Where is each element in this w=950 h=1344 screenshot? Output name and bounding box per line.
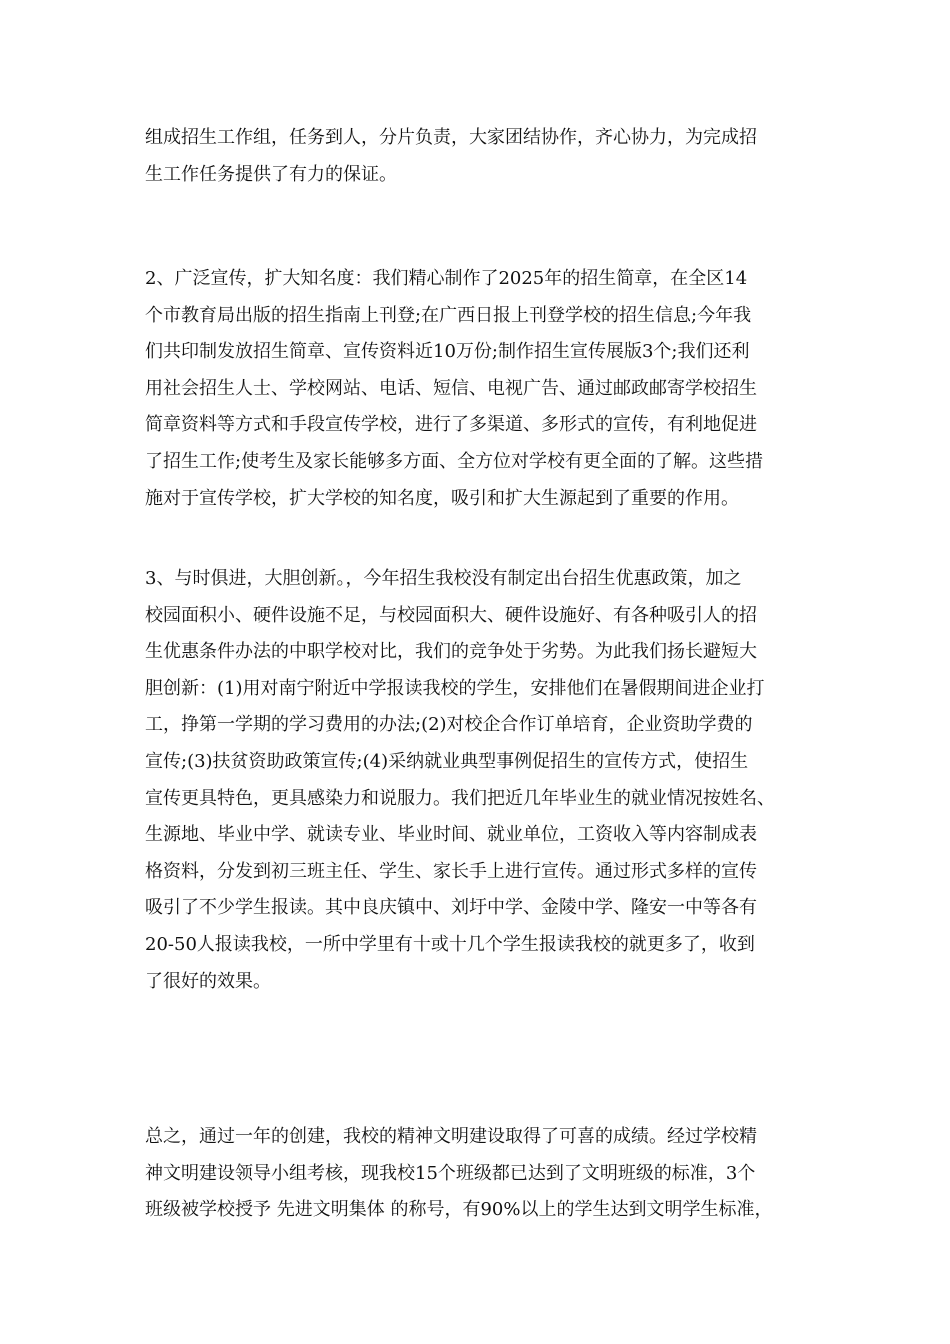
text-line: 了很好的效果。 <box>145 970 271 992</box>
text-line: 格资料，分发到初三班主任、学生、家长手上进行宣传。通过形式多样的宣传 <box>145 860 757 882</box>
text-line: 3、与时俱进，大胆创新。，今年招生我校没有制定出台招生优惠政策，加之 <box>145 568 742 589</box>
text-line: 总之，通过一年的创建，我校的精神文明建设取得了可喜的成绩。经过学校精 <box>145 1126 757 1147</box>
text-line: 个市教育局出版的招生指南上刊登;在广西日报上刊登学校的招生信息;今年我 <box>145 304 752 326</box>
text-line: 宣传更具特色，更具感染力和说服力。我们把近几年毕业生的就业情况按姓名、 <box>145 787 775 809</box>
text-line: 生优惠条件办法的中职学校对比，我们的竞争处于劣势。为此我们扬长避短大 <box>145 641 757 663</box>
paragraph-summary <box>145 1119 815 1229</box>
text-line: 工，挣第一学期的学习费用的办法;(2)对校企合作订单培育，企业资助学费的 <box>145 714 753 736</box>
paragraph-recruitment-team <box>145 120 815 193</box>
text-line: 了招生工作;使考生及家长能够多方面、全方位对学校有更全面的了解。这些措 <box>145 450 764 472</box>
paragraph-innovation <box>145 561 815 1000</box>
text-line: 简章资料等方式和手段宣传学校，进行了多渠道、多形式的宣传，有利地促进 <box>145 414 757 436</box>
text-line: 班级被学校授予 先进文明集体 的称号，有90%以上的学生达到文明学生标准， <box>145 1199 773 1221</box>
text-line: 吸引了不少学生报读。其中良庆镇中、刘圩中学、金陵中学、隆安一中等各有 <box>145 897 757 919</box>
text-line: 组成招生工作组，任务到人，分片负责，大家团结协作，齐心协力，为完成招 <box>145 127 757 148</box>
text-line: 宣传;(3)扶贫资助政策宣传;(4)采纳就业典型事例促招生的宣传方式，使招生 <box>145 750 749 772</box>
text-line: 生源地、毕业中学、就读专业、毕业时间、就业单位，工资收入等内容制成表 <box>145 824 757 846</box>
text-line: 用社会招生人士、学校网站、电话、短信、电视广告、通过邮政邮寄学校招生 <box>145 377 757 399</box>
text-line: 施对于宣传学校，扩大学校的知名度，吸引和扩大生源起到了重要的作用。 <box>145 487 739 509</box>
paragraph-publicity <box>145 261 815 517</box>
text-line: 胆创新：(1)用对南宁附近中学报读我校的学生，安排他们在暑假期间进企业打 <box>145 677 765 699</box>
text-line: 2、广泛宣传，扩大知名度：我们精心制作了2025年的招生简章，在全区14 <box>145 268 748 289</box>
text-line: 神文明建设领导小组考核，现我校15个班级都已达到了文明班级的标准，3个 <box>145 1162 756 1184</box>
text-line: 生工作任务提供了有力的保证。 <box>145 163 397 185</box>
text-line: 们共印制发放招生简章、宣传资料近10万份;制作招生宣传展版3个;我们还利 <box>145 341 750 363</box>
text-line: 20-50人报读我校，一所中学里有十或十几个学生报读我校的就更多了，收到 <box>145 933 755 955</box>
text-line: 校园面积小、硬件设施不足，与校园面积大、硬件设施好、有各种吸引人的招 <box>145 604 757 626</box>
